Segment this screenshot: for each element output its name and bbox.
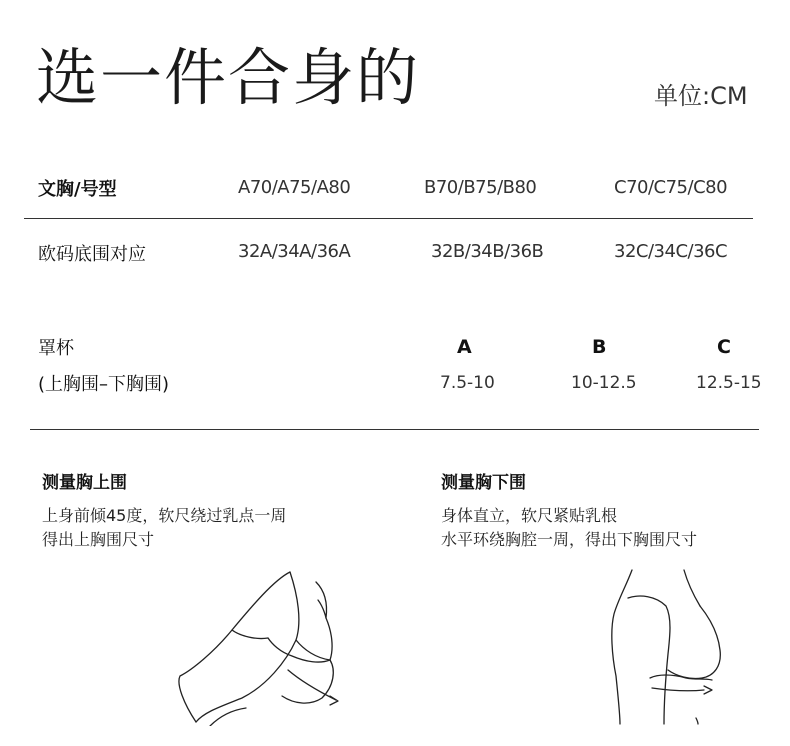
row2-value-a: 32A/34A/36A (238, 241, 351, 262)
measure-upper-line-2: 得出上胸围尺寸 (42, 530, 155, 549)
row2-value-b: 32B/34B/36B (431, 241, 544, 262)
range-c: 12.5-15 (696, 373, 762, 393)
row1-label: 文胸/号型 (38, 179, 117, 200)
cup-a: A (457, 336, 472, 358)
unit-label: 单位:CM (654, 82, 748, 110)
measure-upper-line-1: 上身前倾45度，软尺绕过乳点一周 (42, 506, 287, 525)
row1-value-b: B70/B75/B80 (424, 177, 537, 198)
cup-sublabel: (上胸围–下胸围) (38, 374, 170, 395)
under-bust-illustration (600, 566, 730, 726)
measure-lower-line-1: 身体直立，软尺紧贴乳根 (441, 506, 618, 525)
page-title: 选一件合身的 (36, 41, 421, 114)
measure-lower-line-2: 水平环绕胸腔一周，得出下胸围尺寸 (441, 530, 698, 549)
measure-lower-title: 测量胸下围 (441, 473, 526, 493)
row1-value-a: A70/A75/A80 (238, 177, 351, 198)
cup-c: C (717, 336, 731, 358)
upper-bust-illustration (170, 566, 360, 726)
measure-upper-title: 测量胸上围 (42, 473, 127, 493)
cup-b: B (592, 336, 607, 358)
row2-label: 欧码底围对应 (38, 244, 146, 265)
row1-value-c: C70/C75/C80 (614, 177, 728, 198)
cup-label: 罩杯 (38, 338, 74, 359)
range-a: 7.5-10 (440, 373, 495, 393)
range-b: 10-12.5 (571, 373, 637, 393)
table-divider (24, 218, 753, 219)
section-divider (30, 429, 759, 430)
row2-value-c: 32C/34C/36C (614, 241, 728, 262)
